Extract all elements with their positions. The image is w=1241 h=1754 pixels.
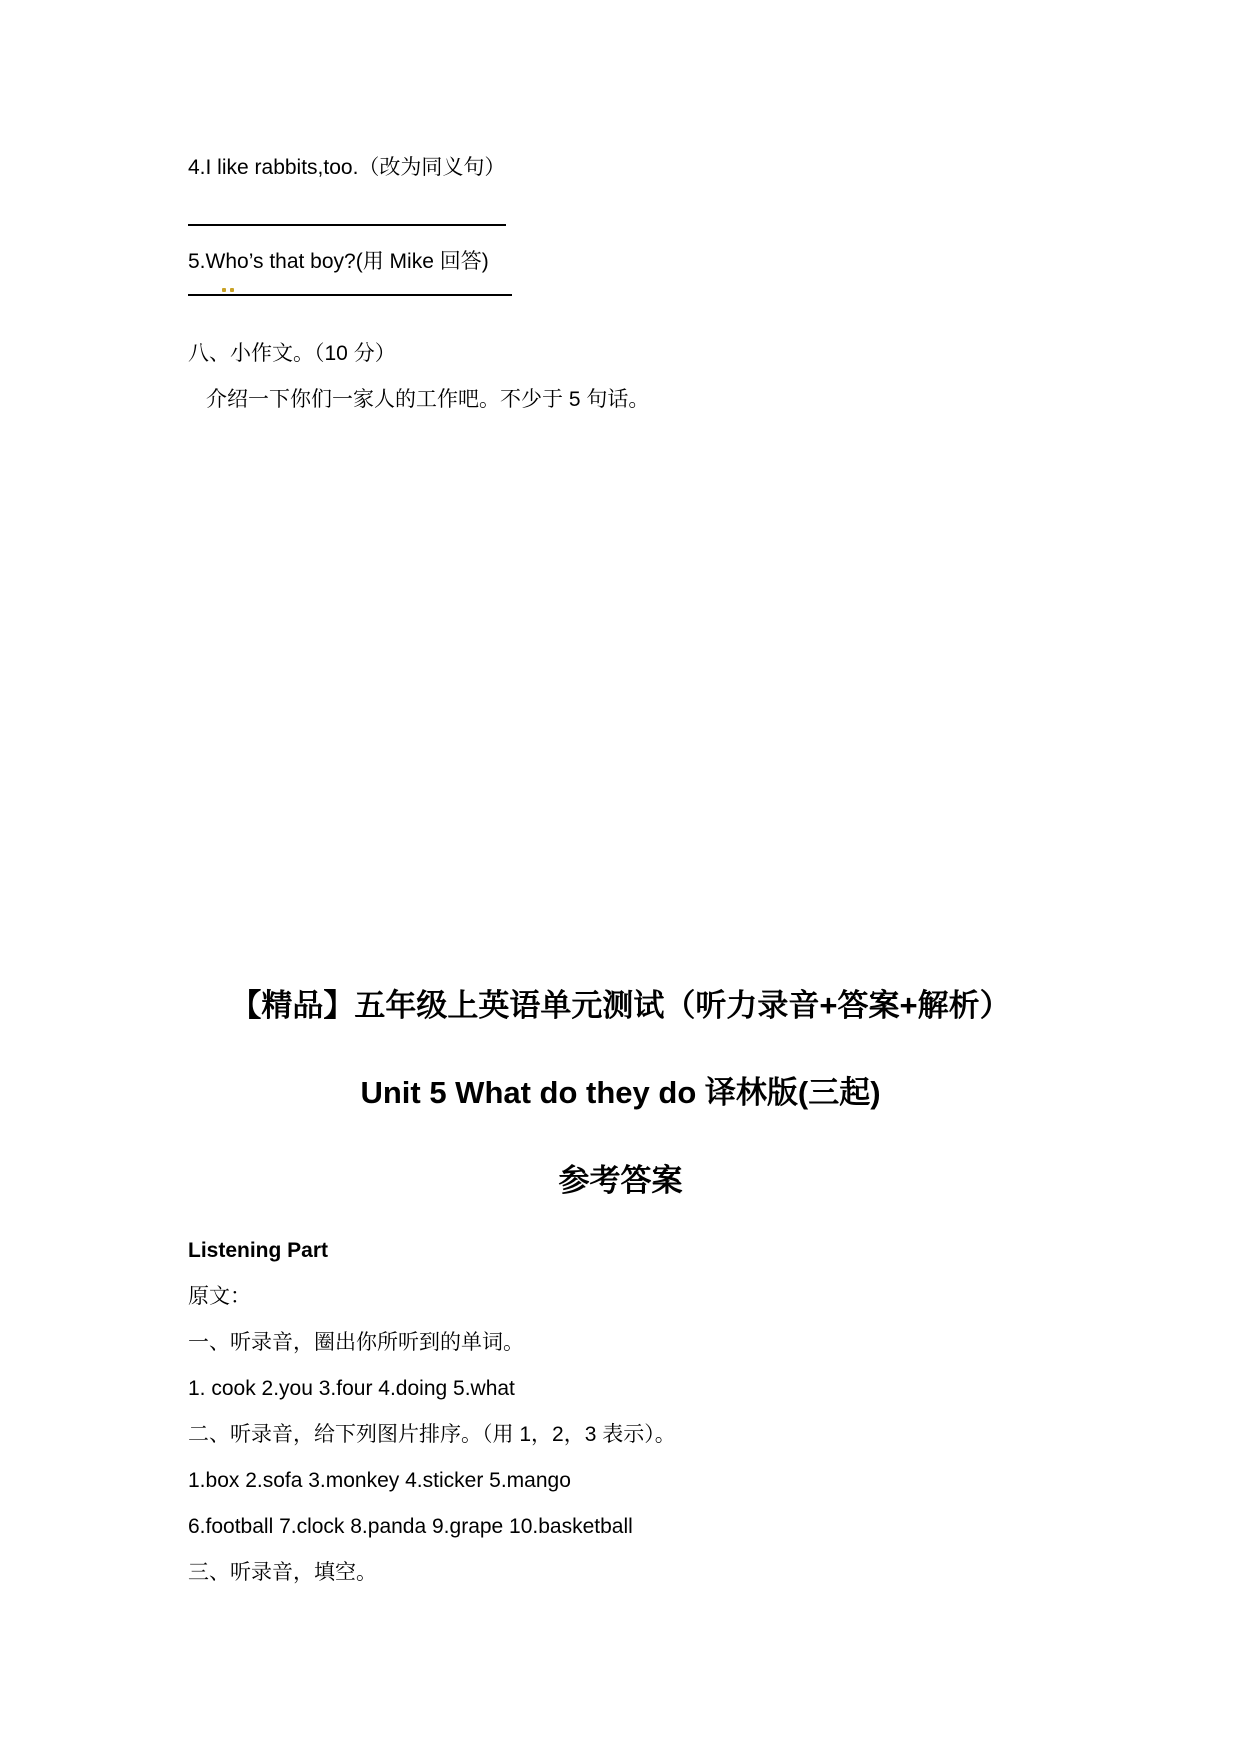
section3-heading: 三、听录音，填空。 (188, 1561, 377, 1584)
stray-mark (230, 288, 234, 292)
answer-key-heading: 参考答案 (558, 1163, 683, 1198)
stray-mark (222, 288, 226, 292)
listening-part-heading: Listening Part (188, 1239, 329, 1262)
composition-heading: 八、小作文。（10 分） (188, 342, 396, 365)
question-4: 4.I like rabbits,too.（改为同义句） (188, 156, 506, 179)
answer-line-5 (188, 294, 512, 296)
answer-key-subtitle: Unit 5 What do they do 译林版(三起) (360, 1075, 881, 1110)
section2-answers-1: 1.box 2.sofa 3.monkey 4.sticker 5.mango (188, 1469, 571, 1492)
answer-key-title: 【精品】五年级上英语单元测试（听力录音+答案+解析） (230, 988, 1011, 1023)
answer-line-4 (188, 224, 506, 226)
section1-heading: 一、听录音，圈出你所听到的单词。 (188, 1331, 524, 1354)
question-5: 5.Who’s that boy?(用 Mike 回答) (188, 250, 489, 273)
transcript-label: 原文： (188, 1285, 251, 1308)
section2-heading: 二、听录音，给下列图片排序。（用 1，2，3 表示）。 (188, 1423, 676, 1446)
composition-prompt: 介绍一下你们一家人的工作吧。不少于 5 句话。 (206, 388, 650, 411)
section1-answers: 1. cook 2.you 3.four 4.doing 5.what (188, 1377, 515, 1400)
section2-answers-2: 6.football 7.clock 8.panda 9.grape 10.basketball (188, 1515, 633, 1538)
